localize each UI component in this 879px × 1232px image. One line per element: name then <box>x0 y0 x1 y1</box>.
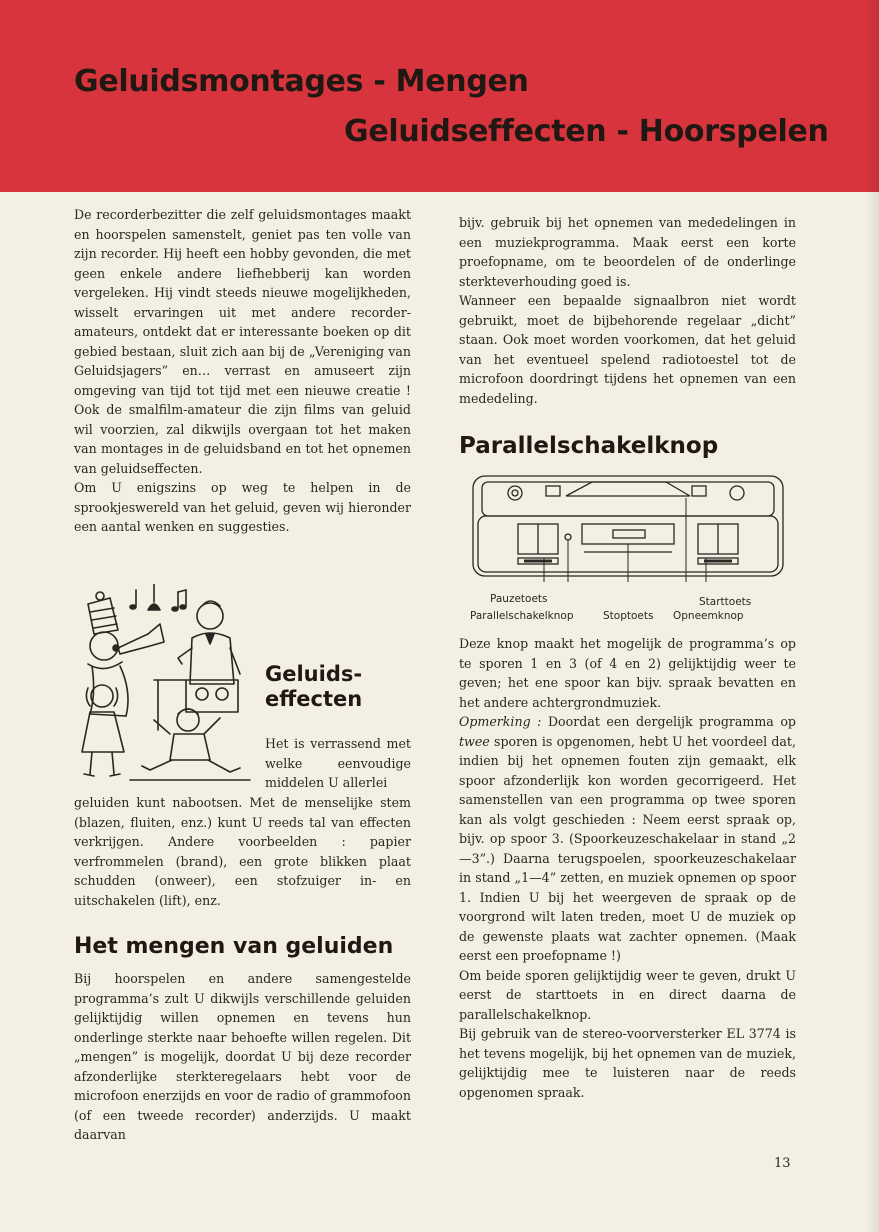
page-title-line2: Geluidseffecten - Hoorspelen <box>344 114 829 149</box>
title-banner <box>0 0 879 192</box>
mixing-text <box>74 969 411 1145</box>
playback-paragraph: Om beide sporen gelijktijdig weer te geven, drukt U eerst de starttoets in en direct daarna de parallelschakelknop. <box>459 967 796 1022</box>
right-top-text <box>459 213 796 408</box>
page-number: 13 <box>774 1156 791 1171</box>
label-parallelschakelknop: Parallelschakelknop <box>470 610 574 622</box>
intro-paragraph: De recorderbezitter die zelf geluidsmontages maakt en hoorspelen samenstelt, geniet pas ten volle van zijn recorder. Hij heeft een hobby gevonden, die met geen enkele andere liefhebberij kan worden vergeleken. Hij vindt steeds nieuwe mogelijkheden, wisselt ervaringen uit met andere recorder-amateurs, ontdekt dat er interessante boeken op dit gebied bestaan, sluit zich aan bij de „Vereniging van Geluidsjagers” en… verrast en amuseert zijn omgeving van tijd tot tijd met een nieuwe creatie ! Ook de smalfilm-amateur die zijn films van geluid wil voorzien, zal dikwijls overgaan tot het maken van montages in de geluidsband en tot het opnemen van geluidseffecten. <box>74 207 411 476</box>
intro-text <box>74 205 411 537</box>
effects-text-right <box>265 734 411 793</box>
parallel-text <box>459 634 796 1102</box>
label-pauzetoets: Pauzetoets <box>490 593 548 605</box>
effects-heading <box>265 662 362 712</box>
mixing-heading: Het mengen van geluiden <box>74 934 394 959</box>
note-text-rest: sporen is opgenomen, hebt U het voordeel dat, indien bij het opnemen fouten zijn gemaakt, elk spoor afzonderlijk kon worden gecorrigeerd. Het samenstellen van een programma op twee sporen kan als volgt geschieden : Neem eerst spraak op, bijv. op spoor 3. (Spoorkeuzeschakelaar in stand „2—3”.) Daarna terugspoelen, spoorkeuzeschakelaar in stand „1—4” zetten, en muziek opnemen op spoor 1. Indien U bij het weergeven de spraak op de voorgrond wilt laten treden, moet U de muziek op de gewenste plaats wat zachter opnemen. (Maak eerst een proefopname !) <box>459 733 796 963</box>
effects-paragraph-start: Het is verrassend met welke eenvoudige middelen U allerlei <box>265 736 411 790</box>
label-starttoets: Starttoets <box>699 596 752 608</box>
note-text: Doordat een dergelijk programma op <box>541 714 796 729</box>
effects-text-full <box>74 793 411 910</box>
stereo-paragraph: Bij gebruik van de stereo-voorversterker EL 3774 is het tevens mogelijk, bij het opnemen van de muziek, gelijktijdig mee te luisteren naar de reeds opgenomen spraak. <box>459 1026 796 1100</box>
party-illustration <box>70 584 256 784</box>
recorder-diagram <box>470 472 790 582</box>
page-edge-shadow <box>865 0 879 1232</box>
note-label: Opmerking : <box>459 714 542 729</box>
effects-heading-line2: effecten <box>265 687 363 711</box>
note-emphasis: twee <box>459 733 490 749</box>
intro-paragraph: Om U enigszins op weg te helpen in de sprookjeswereld van het geluid, geven wij hieronder een aantal wenken en suggesties. <box>74 480 411 534</box>
label-opneemknop: Opneemknop <box>673 610 744 622</box>
parallel-heading: Parallelschakelknop <box>459 433 719 459</box>
mixing-paragraph: Bij hoorspelen en andere samengestelde programma’s zult U dikwijls verschillende geluiden gelijktijdig willen opnemen en tevens hun onderlinge sterkte naar behoefte willen regelen. Dit „mengen” is mogelijk, doordat U bij deze recorder afzonderlijke sterkteregelaars hebt voor de microfoon enerzijds en voor de radio of grammofoon (of een tweede recorder) anderzijds. U maakt daarvan <box>74 971 411 1142</box>
mixing-continued-paragraph: bijv. gebruik bij het opnemen van mededelingen in een muziekprogramma. Maak eerst een korte proefopname, om te beoordelen of de onderlinge sterkteverhouding goed is. <box>459 215 796 289</box>
effects-paragraph-rest: geluiden kunt nabootsen. Met de menselijke stem (blazen, fluiten, enz.) kunt U reeds tal van effecten verkrijgen. Andere voorbeelden : papier verfrommelen (brand), een grote blikken plaat schudden (onweer), een stofzuiger in- en uitschakelen (lift), enz. <box>74 795 411 908</box>
parallel-paragraph: Deze knop maakt het mogelijk de programma’s op te sporen 1 en 3 (of 4 en 2) gelijktijdig weer te geven; het ene spoor kan bijv. spraak bevatten en het andere achtergrondmuziek. <box>459 636 796 710</box>
page-title-line1: Geluidsmontages - Mengen <box>74 64 529 99</box>
signal-source-paragraph: Wanneer een bepaalde signaalbron niet wordt gebruikt, moet de bijbehorende regelaar „dicht” staan. Ook moet worden voorkomen, dat het geluid van het eventueel spelend radiotoestel tot de microfoon doordringt tijdens het opnemen van een mededeling. <box>459 293 796 406</box>
note-paragraph <box>459 712 796 966</box>
effects-heading-line1: Geluids- <box>265 662 363 686</box>
label-stoptoets: Stoptoets <box>603 610 654 622</box>
